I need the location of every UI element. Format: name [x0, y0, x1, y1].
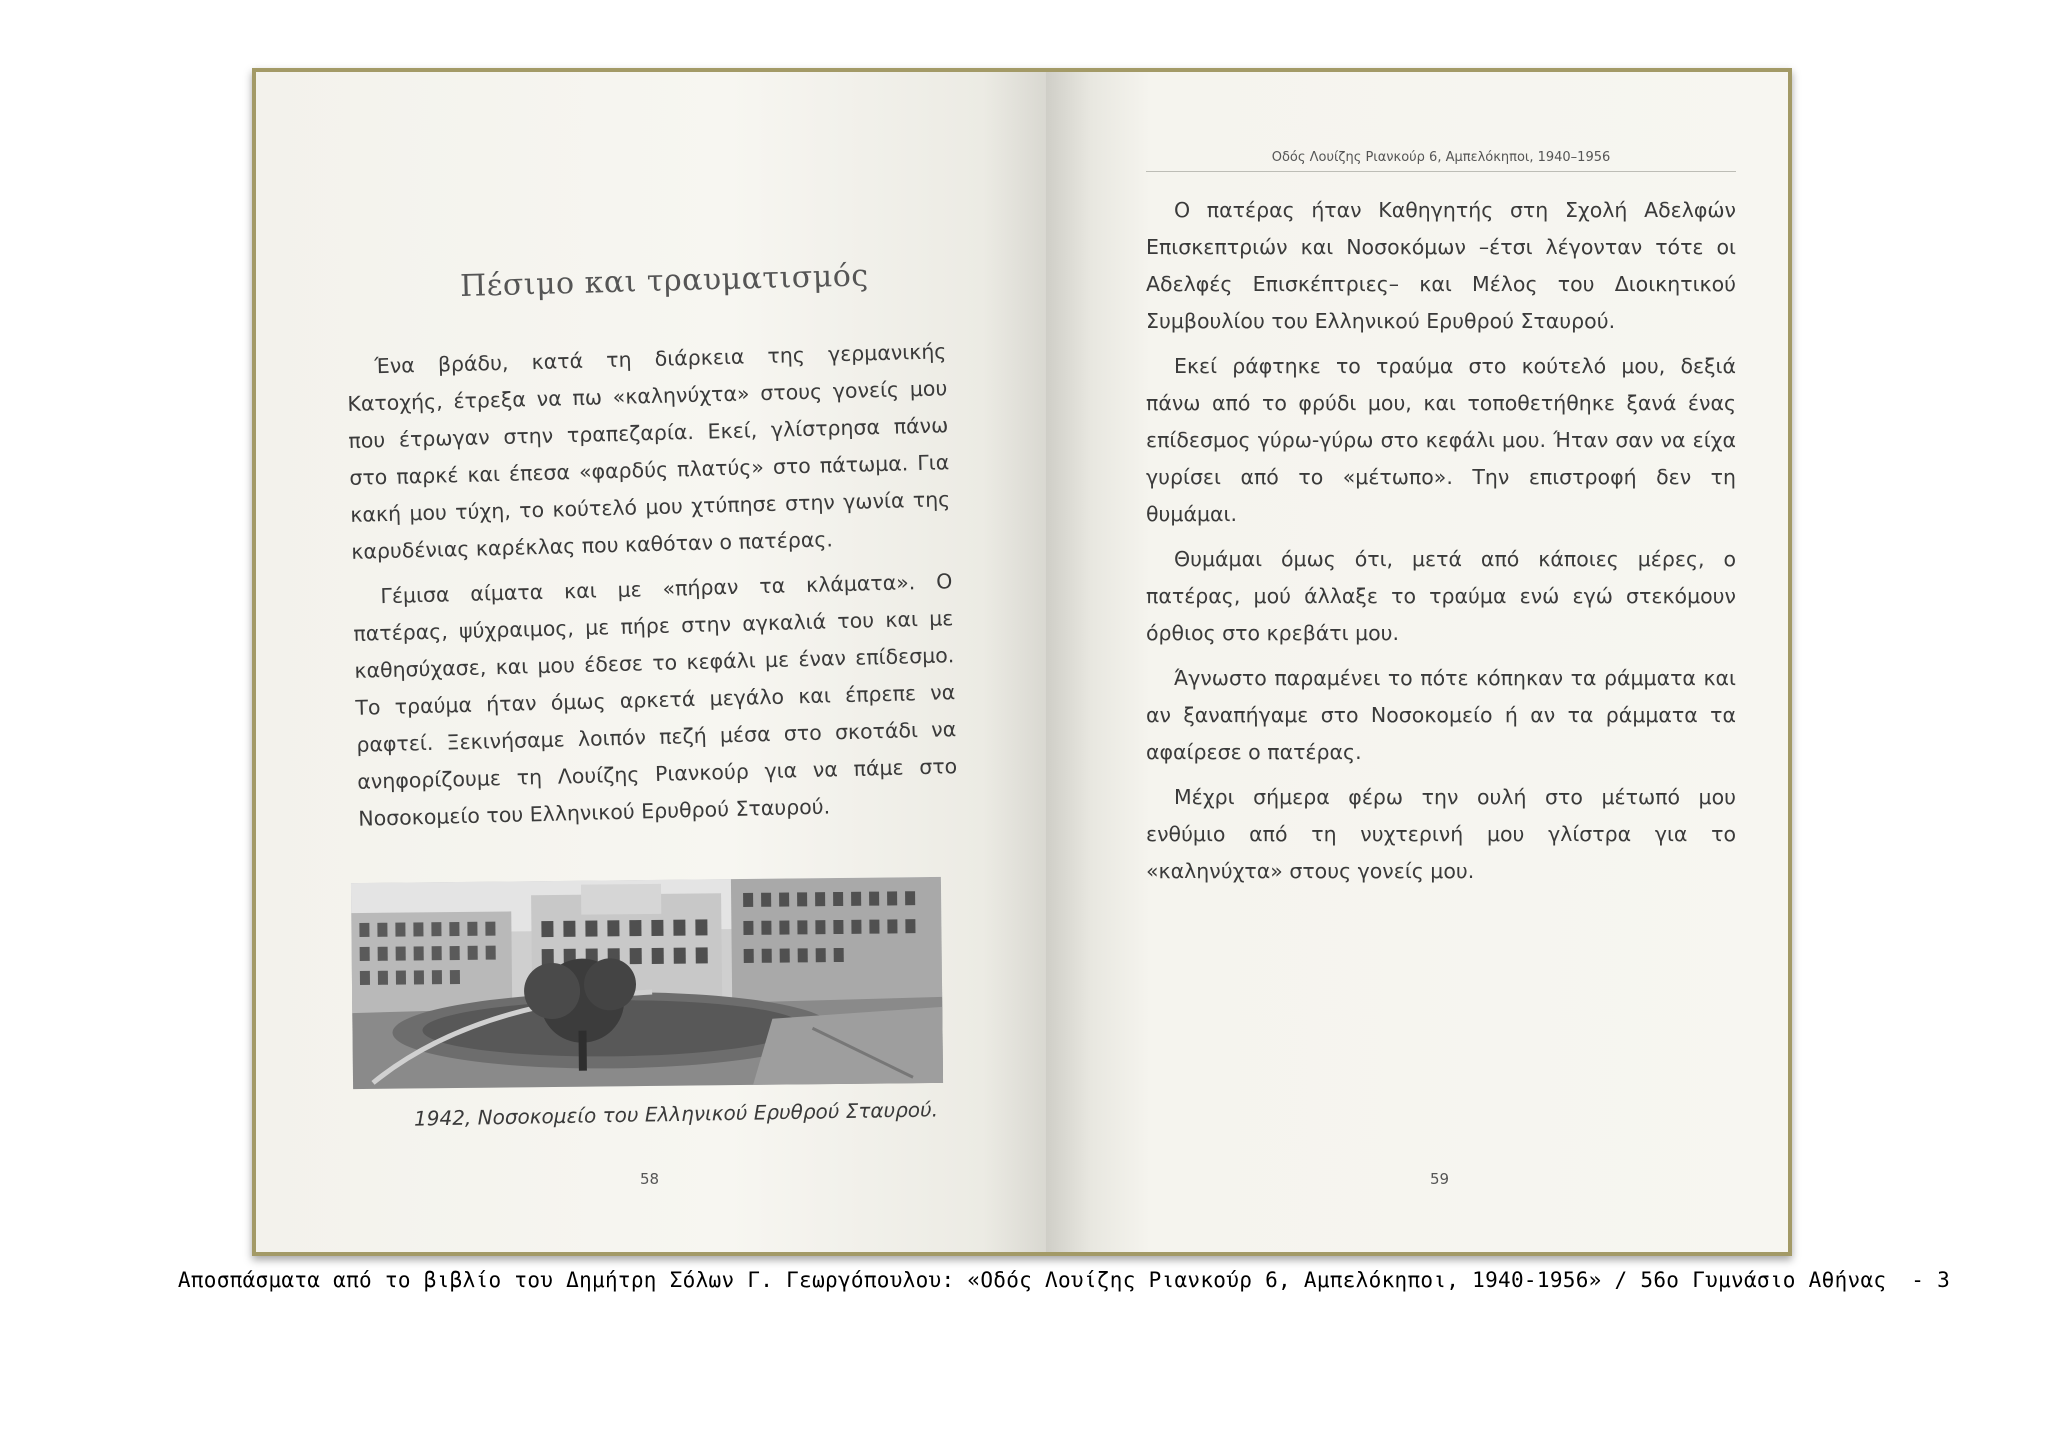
- hospital-photo-drawing: [351, 877, 943, 1089]
- page-number-left: 58: [640, 1170, 660, 1188]
- right-page: [1046, 72, 1788, 1252]
- photo-caption: 1942, Νοσοκομείο του Ελληνικού Ερυθρού Σταυρού.: [413, 1097, 939, 1131]
- document-footer: [0, 1268, 2048, 1292]
- book-spread-scan: [252, 68, 1792, 1256]
- left-paragraph-2: Γέμισα αίματα και με «πήραν τα κλάματα». Ο πατέρας, ψύχραιμος, με πήρε στην αγκαλιά του και με καθησύχασε, και μου έδεσε το κεφάλι με έναν επίδεσμο. Το τραύμα ήταν όμως αρκετά μεγάλο και έπρεπε να ραφτεί. Ξεκινήσαμε λοιπόν πεζή μέσα στο σκοτάδι να ανηφορίζουμε τη Λουίζης Ριανκούρ για να πάμε στο Νοσοκομείο του Ελληνικού Ερυθρού Σταυρού.: [353, 569, 958, 831]
- left-page: [256, 72, 1046, 1252]
- left-page-text: [344, 256, 959, 846]
- chapter-title: Πέσιμο και τραυματισμός: [459, 258, 870, 304]
- footer-text: Αποσπάσματα από το βιβλίο του Δημήτρη Σόλων Γ. Γεωργόπουλου: «Οδός Λουίζης Ριανκούρ 6, Αμπελόκηποι, 1940-1956» / 56ο Γυμνάσιο Αθήνας: [177, 1268, 1887, 1292]
- right-page-text: [1146, 192, 1736, 898]
- right-paragraph-3: Θυμάμαι όμως ότι, μετά από κάποιες μέρες, ο πατέρας, μού άλλαξε το τραύμα ενώ εγώ στεκόμουν όρθιος στο κρεβάτι μου.: [1146, 547, 1736, 645]
- right-paragraph-4: Άγνωστο παραμένει το πότε κόπηκαν τα ράμματα και αν ξαναπήγαμε στο Νοσοκομείο ή αν τα ράμματα τα αφαίρεσε ο πατέρας.: [1146, 666, 1736, 764]
- footer-page-number: - 3: [1911, 1268, 1951, 1292]
- page-number-right: 59: [1430, 1170, 1450, 1188]
- hospital-photo: [351, 877, 943, 1089]
- right-paragraph-2: Εκεί ράφτηκε το τραύμα στο κούτελό μου, δεξιά πάνω από το φρύδι μου, και τοποθετήθηκε ξανά ένας επίδεσμος γύρω-γύρω στο κεφάλι μου. Ήταν σαν να είχα γυρίσει από το «μέτωπο». Την επιστροφή δεν τη θυμάμαι.: [1146, 354, 1736, 526]
- left-paragraph-1: Ένα βράδυ, κατά τη διάρκεια της γερμανικής Κατοχής, έτρεξα να πω «καληνύχτα» στους γονείς μου που έτρωγαν στην τραπεζαρία. Εκεί, γλίστρησα πάνω στο παρκέ και έπεσα «φαρδύς πλατύς» στο πάτωμα. Για κακή μου τύχη, το κούτελό μου χτύπησε στην γωνία της καρυδένιας καρέκλας που καθόταν ο πατέρας.: [347, 339, 951, 564]
- right-paragraph-5: Μέχρι σήμερα φέρω την ουλή στο μέτωπό μου ενθύμιο από τη νυχτερινή μου γλίστρα για το «καληνύχτα» στους γονείς μου.: [1146, 785, 1736, 883]
- right-paragraph-1: Ο πατέρας ήταν Καθηγητής στη Σχολή Αδελφών Επισκεπτριών και Νοσοκόμων –έτσι λέγονταν τότε οι Αδελφές Επισκέπτριες– και Μέλος του Διοικητικού Συμβουλίου του Ελληνικού Ερυθρού Σταυρού.: [1146, 198, 1736, 333]
- running-head: Οδός Λουίζης Ριανκούρ 6, Αμπελόκηποι, 1940–1956: [1146, 150, 1736, 172]
